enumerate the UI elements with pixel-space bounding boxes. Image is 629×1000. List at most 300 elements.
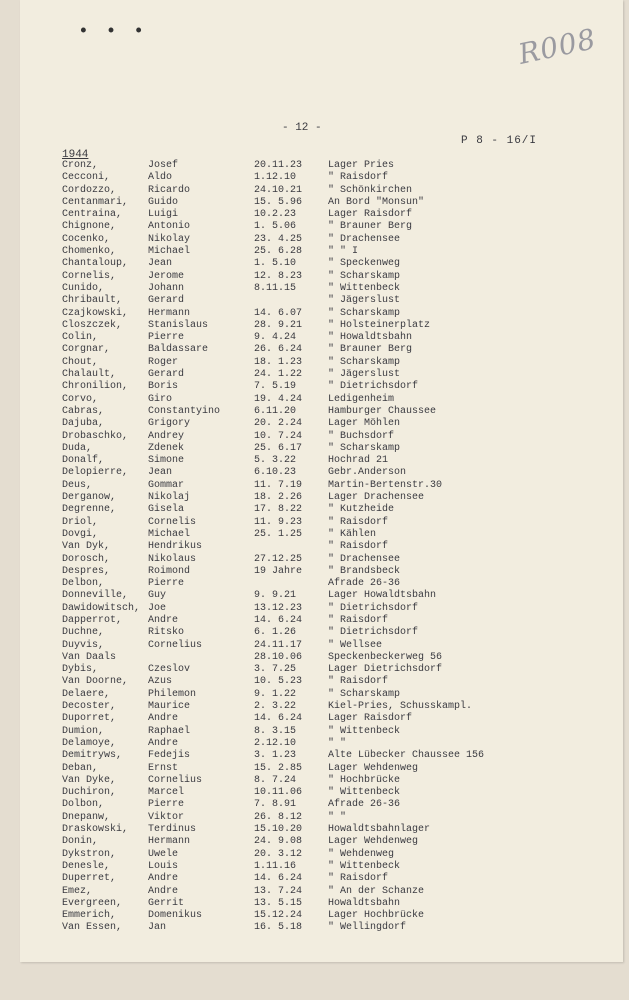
- surname: Delamoye,: [62, 737, 117, 749]
- birth-date: 9. 1.22: [254, 688, 297, 700]
- surname: Van Doorne,: [62, 676, 129, 688]
- list-item: [0, 381, 629, 393]
- location: " Speckenweg: [328, 258, 401, 270]
- surname: Dykstron,: [62, 848, 117, 860]
- surname: Cabras,: [62, 405, 105, 417]
- first-name: Roger: [148, 356, 179, 368]
- list-item: [0, 652, 629, 664]
- first-name: Ricardo: [148, 184, 191, 196]
- first-name: Ritsko: [148, 627, 185, 639]
- location: " Raisdorf: [328, 541, 389, 553]
- list-item: [0, 271, 629, 283]
- list-item: [0, 308, 629, 320]
- list-item: [0, 590, 629, 602]
- birth-date: 15.12.24: [254, 910, 303, 922]
- list-item: [0, 922, 629, 934]
- surname: Evergreen,: [62, 897, 123, 909]
- list-item: [0, 578, 629, 590]
- first-name: Jan: [148, 922, 167, 934]
- first-name: Constantyino: [148, 405, 221, 417]
- first-name: Andre: [148, 614, 179, 626]
- surname: Chronilion,: [62, 381, 129, 393]
- surname: Dapperrot,: [62, 614, 123, 626]
- list-item: [0, 664, 629, 676]
- location: " Wittenbeck: [328, 860, 401, 872]
- location: Howaldtsbahn: [328, 897, 401, 909]
- list-item: [0, 369, 629, 381]
- first-name: Marcel: [148, 787, 185, 799]
- birth-date: 24.10.21: [254, 184, 303, 196]
- birth-date: 14. 6.07: [254, 307, 303, 319]
- location: Ledigenheim: [328, 393, 395, 405]
- birth-date: 28.10.06: [254, 651, 303, 663]
- list-item: [0, 221, 629, 233]
- first-name: Jerome: [148, 270, 185, 282]
- list-item: [0, 357, 629, 369]
- location: " Howaldtsbahn: [328, 332, 413, 344]
- list-item: [0, 799, 629, 811]
- surname: Corgnar,: [62, 344, 111, 356]
- birth-date: 20. 2.24: [254, 418, 303, 430]
- list-item: [0, 431, 629, 443]
- list-item: [0, 480, 629, 492]
- surname: Denesle,: [62, 860, 111, 872]
- birth-date: 24. 1.22: [254, 369, 303, 381]
- location: Lager Hochbrücke: [328, 910, 425, 922]
- surname: Duchiron,: [62, 787, 117, 799]
- first-name: Nikolay: [148, 233, 191, 245]
- first-name: Michael: [148, 246, 191, 258]
- location: Lager Raisdorf: [328, 713, 413, 725]
- birth-date: 20. 3.12: [254, 848, 303, 860]
- first-name: Cornelis: [148, 516, 197, 528]
- first-name: Uwele: [148, 848, 179, 860]
- list-item: [0, 787, 629, 799]
- birth-date: 24. 9.08: [254, 836, 303, 848]
- list-item: [0, 726, 629, 738]
- list-item: [0, 836, 629, 848]
- first-name: Roimond: [148, 565, 191, 577]
- birth-date: 26. 8.12: [254, 811, 303, 823]
- location: Lager Wehdenweg: [328, 836, 419, 848]
- surname: Decoster,: [62, 701, 117, 713]
- location: " Hochbrücke: [328, 774, 401, 786]
- location: " Jägerslust: [328, 295, 401, 307]
- surname: Van Dyk,: [62, 541, 111, 553]
- surname: Duda,: [62, 442, 93, 454]
- list-item: [0, 455, 629, 467]
- location: " Kutzheide: [328, 504, 395, 516]
- surname: Degrenne,: [62, 504, 117, 516]
- surname: Chout,: [62, 356, 99, 368]
- birth-date: 6. 1.26: [254, 627, 297, 639]
- birth-date: 25. 6.17: [254, 442, 303, 454]
- birth-date: 3. 1.23: [254, 750, 297, 762]
- first-name: Gisela: [148, 504, 185, 516]
- first-name: Ernst: [148, 762, 179, 774]
- location: " Dietrichsdorf: [328, 381, 419, 393]
- first-name: Grigory: [148, 418, 191, 430]
- location: " Wehdenweg: [328, 848, 395, 860]
- birth-date: 1.12.10: [254, 172, 297, 184]
- register-list: [0, 160, 629, 935]
- birth-date: 26. 6.24: [254, 344, 303, 356]
- first-name: Guy: [148, 590, 167, 602]
- location: " ": [328, 811, 347, 823]
- first-name: Raphael: [148, 725, 191, 737]
- location: " Wellsee: [328, 639, 383, 651]
- surname: Dybis,: [62, 664, 99, 676]
- birth-date: 14. 6.24: [254, 614, 303, 626]
- first-name: Andre: [148, 737, 179, 749]
- birth-date: 12. 8.23: [254, 270, 303, 282]
- birth-date: 27.12.25: [254, 553, 303, 565]
- location: Afrade 26-36: [328, 578, 401, 590]
- surname: Cordozzo,: [62, 184, 117, 196]
- birth-date: 1. 5.06: [254, 221, 297, 233]
- location: " Brauner Berg: [328, 221, 413, 233]
- list-item: [0, 443, 629, 455]
- first-name: Azus: [148, 676, 173, 688]
- birth-date: 6.10.23: [254, 467, 297, 479]
- list-item: [0, 332, 629, 344]
- surname: Centanmari,: [62, 196, 129, 208]
- birth-date: 10. 5.23: [254, 676, 303, 688]
- location: " Schönkirchen: [328, 184, 413, 196]
- first-name: Pierre: [148, 578, 185, 590]
- surname: Corvo,: [62, 393, 99, 405]
- location: Alte Lübecker Chaussee 156: [328, 750, 485, 762]
- first-name: Joe: [148, 602, 167, 614]
- list-item: [0, 418, 629, 430]
- location: " Dietrichsdorf: [328, 627, 419, 639]
- surname: Duyvis,: [62, 639, 105, 651]
- birth-date: 8. 3.15: [254, 725, 297, 737]
- list-item: [0, 234, 629, 246]
- location: " Raisdorf: [328, 172, 389, 184]
- surname: Van Essen,: [62, 922, 123, 934]
- surname: Driol,: [62, 516, 99, 528]
- first-name: Hermann: [148, 307, 191, 319]
- location: " Drachensee: [328, 553, 401, 565]
- birth-date: 1.11.16: [254, 860, 297, 872]
- location: " Scharskamp: [328, 356, 401, 368]
- list-item: [0, 861, 629, 873]
- location: " Raisdorf: [328, 873, 389, 885]
- list-item: [0, 197, 629, 209]
- surname: Dnepanw,: [62, 811, 111, 823]
- first-name: Cornelius: [148, 639, 203, 651]
- list-item: [0, 172, 629, 184]
- surname: Chalault,: [62, 369, 117, 381]
- location: " Scharskamp: [328, 270, 401, 282]
- first-name: Hendrikus: [148, 541, 203, 553]
- list-item: [0, 701, 629, 713]
- birth-date: 5. 3.22: [254, 455, 297, 467]
- page-number: - 12 -: [282, 122, 322, 134]
- location: " Scharskamp: [328, 442, 401, 454]
- first-name: Gommar: [148, 479, 185, 491]
- surname: Closzczek,: [62, 319, 123, 331]
- first-name: Nikolaus: [148, 553, 197, 565]
- birth-date: 15. 5.96: [254, 196, 303, 208]
- first-name: Jean: [148, 467, 173, 479]
- list-item: [0, 775, 629, 787]
- location: " Scharskamp: [328, 688, 401, 700]
- first-name: Domenikus: [148, 910, 203, 922]
- birth-date: 11. 7.19: [254, 479, 303, 491]
- birth-date: 19 Jahre: [254, 565, 303, 577]
- list-item: [0, 283, 629, 295]
- birth-date: 25. 1.25: [254, 528, 303, 540]
- location: " Buchsdorf: [328, 430, 395, 442]
- location: " Raisdorf: [328, 676, 389, 688]
- list-item: [0, 185, 629, 197]
- birth-date: 8.11.15: [254, 282, 297, 294]
- surname: Cocenko,: [62, 233, 111, 245]
- location: " Brauner Berg: [328, 344, 413, 356]
- first-name: Michael: [148, 528, 191, 540]
- location: Lager Möhlen: [328, 418, 401, 430]
- surname: Dorosch,: [62, 553, 111, 565]
- first-name: Antonio: [148, 221, 191, 233]
- list-item: [0, 738, 629, 750]
- surname: Dolbon,: [62, 799, 105, 811]
- first-name: Baldassare: [148, 344, 209, 356]
- birth-date: 15. 2.85: [254, 762, 303, 774]
- location: Gebr.Anderson: [328, 467, 407, 479]
- first-name: Cornelius: [148, 774, 203, 786]
- first-name: Gerrit: [148, 897, 185, 909]
- birth-date: 2. 3.22: [254, 701, 297, 713]
- first-name: Giro: [148, 393, 173, 405]
- surname: Dumion,: [62, 725, 105, 737]
- location: Lager Pries: [328, 160, 395, 171]
- surname: Demitryws,: [62, 750, 123, 762]
- year-heading: 1944: [62, 149, 89, 161]
- surname: Van Daals: [62, 651, 117, 663]
- first-name: Czeslov: [148, 664, 191, 676]
- birth-date: 14. 6.24: [254, 713, 303, 725]
- location: " Wittenbeck: [328, 282, 401, 294]
- surname: Cunido,: [62, 282, 105, 294]
- list-item: [0, 910, 629, 922]
- surname: Draskowski,: [62, 824, 129, 836]
- birth-date: 18. 2.26: [254, 492, 303, 504]
- surname: Deus,: [62, 479, 93, 491]
- birth-date: 10.2.23: [254, 209, 297, 221]
- surname: Cecconi,: [62, 172, 111, 184]
- birth-date: 10. 7.24: [254, 430, 303, 442]
- list-item: [0, 763, 629, 775]
- first-name: Andre: [148, 713, 179, 725]
- surname: Delopierre,: [62, 467, 129, 479]
- list-item: [0, 504, 629, 516]
- list-item: [0, 467, 629, 479]
- surname: Duperret,: [62, 873, 117, 885]
- location: " Wittenbeck: [328, 725, 401, 737]
- surname: Chomenko,: [62, 246, 117, 258]
- list-item: [0, 603, 629, 615]
- first-name: Andre: [148, 873, 179, 885]
- birth-date: 25. 6.28: [254, 246, 303, 258]
- list-item: [0, 320, 629, 332]
- surname: Chantaloup,: [62, 258, 129, 270]
- location: " Raisdorf: [328, 614, 389, 626]
- list-item: [0, 627, 629, 639]
- first-name: Aldo: [148, 172, 173, 184]
- list-item: [0, 529, 629, 541]
- location: " Wellingdorf: [328, 922, 407, 934]
- birth-date: 6.11.20: [254, 405, 297, 417]
- first-name: Andre: [148, 885, 179, 897]
- first-name: Philemon: [148, 688, 197, 700]
- punch-marks: • • •: [78, 22, 148, 42]
- list-item: [0, 295, 629, 307]
- location: " ": [328, 737, 347, 749]
- birth-date: 13. 5.15: [254, 897, 303, 909]
- birth-date: 3. 7.25: [254, 664, 297, 676]
- location: " Dietrichsdorf: [328, 602, 419, 614]
- birth-date: 17. 8.22: [254, 504, 303, 516]
- location: " Scharskamp: [328, 307, 401, 319]
- birth-date: 11. 9.23: [254, 516, 303, 528]
- birth-date: 8. 7.24: [254, 774, 297, 786]
- location: Hamburger Chaussee: [328, 405, 437, 417]
- location: " Drachensee: [328, 233, 401, 245]
- surname: Deban,: [62, 762, 99, 774]
- first-name: Stanislaus: [148, 319, 209, 331]
- birth-date: 18. 1.23: [254, 356, 303, 368]
- birth-date: 19. 4.24: [254, 393, 303, 405]
- location: Lager Raisdorf: [328, 209, 413, 221]
- surname: Drobaschko,: [62, 430, 129, 442]
- surname: Donin,: [62, 836, 99, 848]
- surname: Dajuba,: [62, 418, 105, 430]
- birth-date: 28. 9.21: [254, 319, 303, 331]
- birth-date: 9. 4.24: [254, 332, 297, 344]
- first-name: Pierre: [148, 799, 185, 811]
- location: " Holsteinerplatz: [328, 319, 431, 331]
- first-name: Hermann: [148, 836, 191, 848]
- location: " An der Schanze: [328, 885, 425, 897]
- list-item: [0, 160, 629, 172]
- surname: Colin,: [62, 332, 99, 344]
- list-item: [0, 676, 629, 688]
- surname: Emmerich,: [62, 910, 117, 922]
- location: " Raisdorf: [328, 516, 389, 528]
- birth-date: 9. 9.21: [254, 590, 297, 602]
- birth-date: 1. 5.10: [254, 258, 297, 270]
- surname: Duchne,: [62, 627, 105, 639]
- surname: Van Dyke,: [62, 774, 117, 786]
- birth-date: 20.11.23: [254, 160, 303, 171]
- first-name: Fedejis: [148, 750, 191, 762]
- birth-date: 2.12.10: [254, 737, 297, 749]
- handwritten-stamp: R008: [515, 22, 600, 71]
- location: Afrade 26-36: [328, 799, 401, 811]
- list-item: [0, 258, 629, 270]
- surname: Donalf,: [62, 455, 105, 467]
- surname: Dovgi,: [62, 528, 99, 540]
- location: Hochrad 21: [328, 455, 389, 467]
- list-item: [0, 209, 629, 221]
- list-item: [0, 873, 629, 885]
- list-item: [0, 849, 629, 861]
- location: Lager Wehdenweg: [328, 762, 419, 774]
- first-name: Viktor: [148, 811, 185, 823]
- surname: Czajkowski,: [62, 307, 129, 319]
- birth-date: 23. 4.25: [254, 233, 303, 245]
- list-item: [0, 713, 629, 725]
- first-name: Maurice: [148, 701, 191, 713]
- surname: Delbon,: [62, 578, 105, 590]
- surname: Dawidowitsch,: [62, 602, 141, 614]
- birth-date: 16. 5.18: [254, 922, 303, 934]
- location: An Bord "Monsun": [328, 196, 425, 208]
- location: Kiel-Pries, Schusskampl.: [328, 701, 473, 713]
- surname: Donneville,: [62, 590, 129, 602]
- birth-date: 15.10.20: [254, 824, 303, 836]
- surname: Centraina,: [62, 209, 123, 221]
- birth-date: 10.11.06: [254, 787, 303, 799]
- list-item: [0, 750, 629, 762]
- first-name: Gerard: [148, 369, 185, 381]
- birth-date: 14. 6.24: [254, 873, 303, 885]
- list-item: [0, 615, 629, 627]
- location: Speckenbeckerweg 56: [328, 651, 443, 663]
- location: " Jägerslust: [328, 369, 401, 381]
- list-item: [0, 689, 629, 701]
- first-name: Boris: [148, 381, 179, 393]
- birth-date: 24.11.17: [254, 639, 303, 651]
- birth-date: 13.12.23: [254, 602, 303, 614]
- first-name: Josef: [148, 160, 179, 171]
- location: Lager Dietrichsdorf: [328, 664, 443, 676]
- location: " Brandsbeck: [328, 565, 401, 577]
- surname: Cronz,: [62, 160, 99, 171]
- location: " " I: [328, 246, 359, 258]
- location: " Wittenbeck: [328, 787, 401, 799]
- location: Howaldtsbahnlager: [328, 824, 431, 836]
- birth-date: 7. 5.19: [254, 381, 297, 393]
- list-item: [0, 492, 629, 504]
- list-item: [0, 541, 629, 553]
- list-item: [0, 566, 629, 578]
- list-item: [0, 812, 629, 824]
- first-name: Luigi: [148, 209, 179, 221]
- list-item: [0, 886, 629, 898]
- list-item: [0, 898, 629, 910]
- list-item: [0, 394, 629, 406]
- location: Lager Howaldtsbahn: [328, 590, 437, 602]
- first-name: Guido: [148, 196, 179, 208]
- first-name: Johann: [148, 282, 185, 294]
- first-name: Nikolaj: [148, 492, 191, 504]
- location: Lager Drachensee: [328, 492, 425, 504]
- list-item: [0, 824, 629, 836]
- list-item: [0, 344, 629, 356]
- surname: Chribault,: [62, 295, 123, 307]
- surname: Duporret,: [62, 713, 117, 725]
- list-item: [0, 406, 629, 418]
- list-item: [0, 246, 629, 258]
- surname: Derganow,: [62, 492, 117, 504]
- first-name: Simone: [148, 455, 185, 467]
- first-name: Jean: [148, 258, 173, 270]
- first-name: Gerard: [148, 295, 185, 307]
- surname: Cornelis,: [62, 270, 117, 282]
